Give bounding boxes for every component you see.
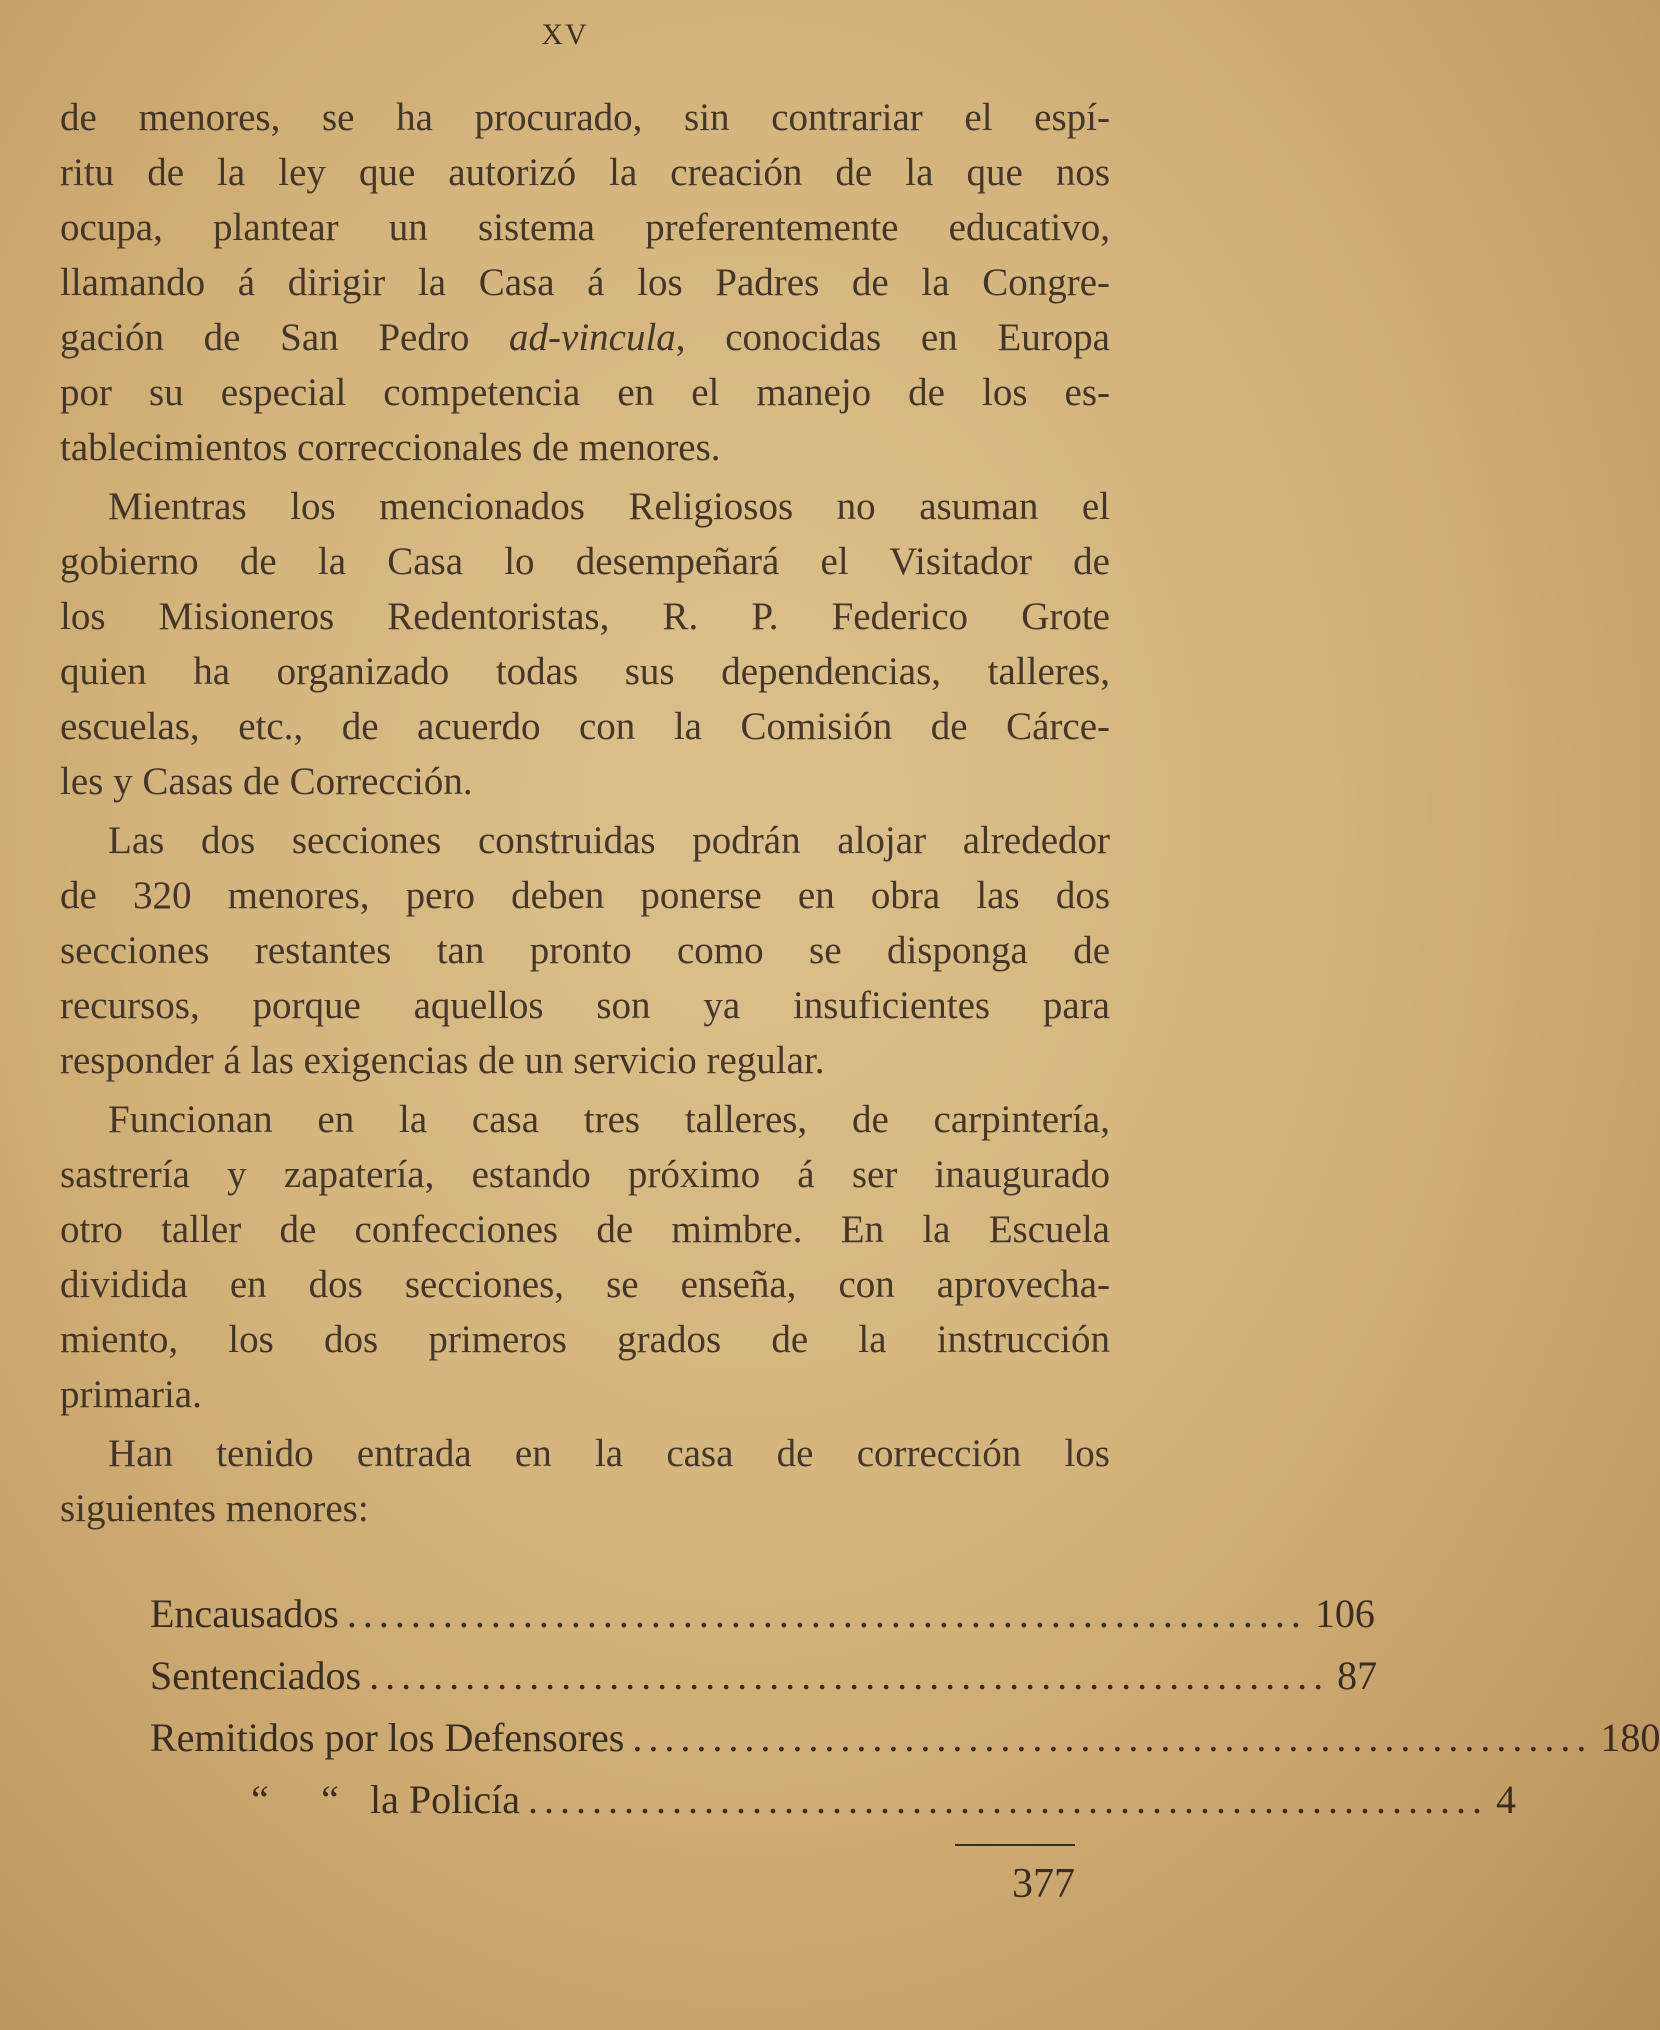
- paragraph: [60, 813, 1110, 1088]
- total-rule: [955, 1844, 1075, 1846]
- text-line: de menores, se ha procurado, sin contrariar el espí-: [60, 96, 1110, 139]
- text-line: Mientras los mencionados Religiosos no asuman el: [108, 485, 1110, 528]
- leader-dots: ............................................................: [346, 1591, 1307, 1636]
- stat-value: 87: [1337, 1653, 1378, 1698]
- stat-label: Encausados: [150, 1591, 339, 1636]
- stat-label: [150, 1776, 520, 1823]
- stat-row-policia: [150, 1776, 1516, 1838]
- text-line: dividida en dos secciones, se enseña, con aprovecha-: [60, 1263, 1110, 1306]
- text-line: Funcionan en la casa tres talleres, de carpintería,: [108, 1098, 1110, 1141]
- stat-label: Sentenciados: [150, 1653, 362, 1698]
- text-line: miento, los dos primeros grados de la instrucción: [60, 1318, 1110, 1361]
- admissions-table: [150, 1590, 1660, 1908]
- text-line: primaria.: [60, 1373, 202, 1416]
- text-line: les y Casas de Corrección.: [60, 760, 473, 803]
- paragraph: [60, 1426, 1110, 1536]
- stat-value: 180: [1600, 1715, 1660, 1760]
- text-line: siguientes menores:: [60, 1487, 369, 1530]
- text-line: Han tenido entrada en la casa de corrección los: [108, 1432, 1110, 1475]
- stat-total: 377: [1012, 1861, 1075, 1907]
- text-line: responder á las exigencias de un servicio regular.: [60, 1039, 825, 1082]
- text-line: los Misioneros Redentoristas, R. P. Federico Grote: [60, 595, 1110, 638]
- stat-value: 106: [1314, 1591, 1375, 1636]
- text-line: quien ha organizado todas sus dependencias, talleres,: [60, 650, 1110, 693]
- leader-dots: ............................................................: [369, 1653, 1330, 1698]
- text-line: tablecimientos correccionales de menores.: [60, 426, 721, 469]
- ditto-mark: “: [251, 1777, 269, 1822]
- paragraph: [60, 479, 1110, 809]
- text-line: ritu de la ley que autorizó la creación de la que nos: [60, 151, 1110, 194]
- stat-row-sentenciados: [150, 1652, 1378, 1714]
- body-text: [60, 90, 1110, 1536]
- text-line: por su especial competencia en el manejo de los es-: [60, 371, 1110, 414]
- text-line: ocupa, plantear un sistema preferentemente educativo,: [60, 206, 1110, 249]
- stat-value: 4: [1495, 1777, 1516, 1822]
- stat-row-encausados: [150, 1590, 1375, 1652]
- page-folio: XV: [541, 18, 589, 51]
- leader-dots: ............................................................: [527, 1777, 1488, 1822]
- text-line: llamando á dirigir la Casa á los Padres de la Congre-: [60, 261, 1110, 304]
- text-line: otro taller de confecciones de mimbre. En la Escuela: [60, 1208, 1110, 1251]
- text-line: sastrería y zapatería, estando próximo á ser inaugurado: [60, 1153, 1110, 1196]
- paragraph: [60, 90, 1110, 475]
- text-line: recursos, porque aquellos son ya insuficientes para: [60, 984, 1110, 1027]
- leader-dots: ............................................................: [632, 1715, 1593, 1760]
- text-line: Las dos secciones construidas podrán alojar alrededor: [108, 819, 1110, 862]
- italic-term: ad-vincula: [509, 316, 676, 359]
- text-line: gación de San Pedro ad-vincula, conocidas en Europa: [60, 316, 1110, 359]
- text-line: gobierno de la Casa lo desempeñará el Visitador de: [60, 540, 1110, 583]
- stat-label: Remitidos por los Defensores: [150, 1715, 625, 1760]
- paragraph: [60, 1092, 1110, 1422]
- text-line: escuelas, etc., de acuerdo con la Comisión de Cárce-: [60, 705, 1110, 748]
- stat-label-text: la Policía: [370, 1777, 520, 1822]
- ditto-mark: “: [321, 1777, 339, 1822]
- text-line: secciones restantes tan pronto como se disponga de: [60, 929, 1110, 972]
- text-line: de 320 menores, pero deben ponerse en obra las dos: [60, 874, 1110, 917]
- stat-row-defensores: [150, 1714, 1660, 1776]
